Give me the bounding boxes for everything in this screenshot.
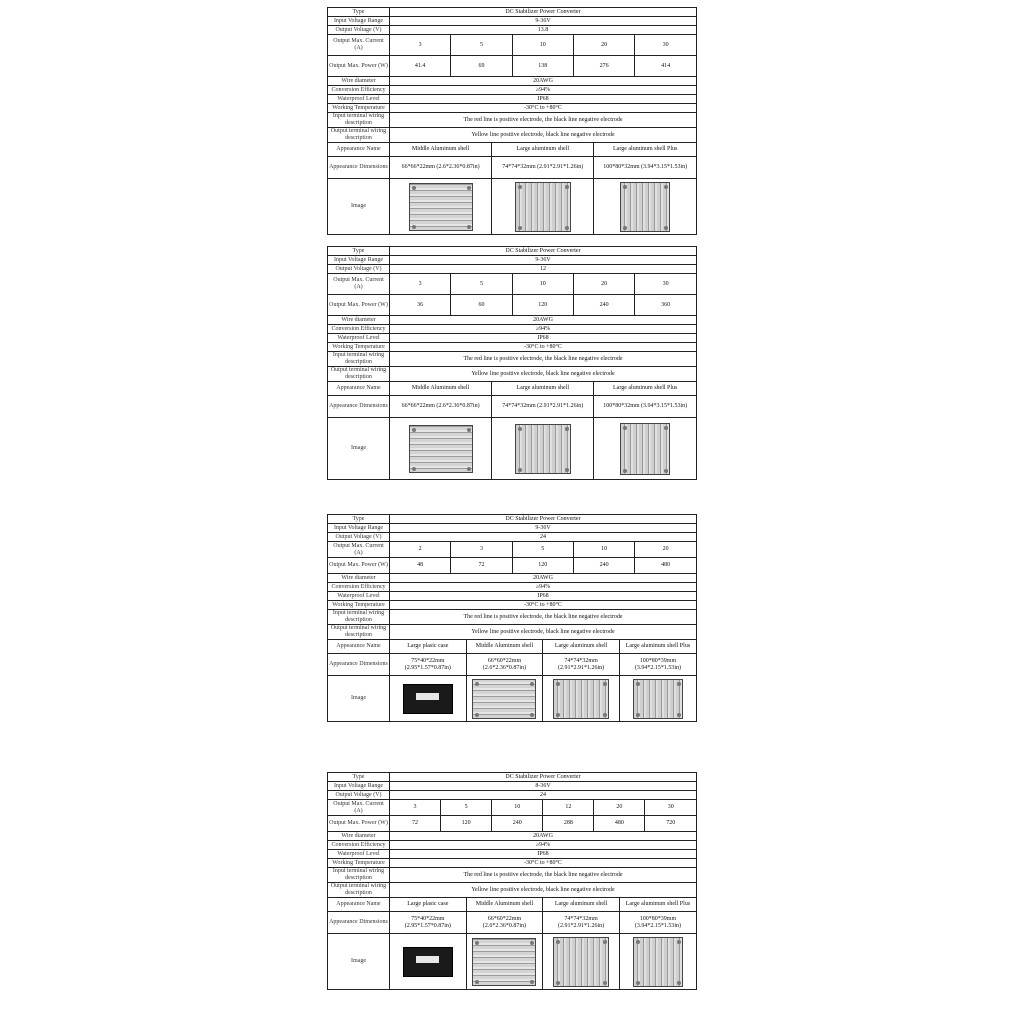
- product-image-cell: [619, 934, 696, 990]
- product-image-cell: [390, 179, 492, 235]
- output-power-value: 138: [512, 56, 573, 77]
- row-label-output-power: Output Max. Power (W): [328, 558, 390, 574]
- input-wiring-value: The red line is positive electrode, the black line negative electrode: [390, 352, 697, 367]
- appearance-dims-value: 66*66*22mm (2.6*2.36*0.87in): [390, 396, 492, 418]
- row-label-input-voltage: Input Voltage Range: [328, 256, 390, 265]
- output-power-value: 288: [543, 816, 594, 832]
- row-label-wire-diameter: Wire diameter: [328, 832, 390, 841]
- aluminum-shell-plus-icon: [633, 937, 683, 987]
- output-power-value: 72: [390, 816, 441, 832]
- row-label-input-wiring: Input terminal wiring description: [328, 868, 390, 883]
- spec-table-1: [327, 7, 697, 235]
- output-power-value: 120: [512, 558, 573, 574]
- efficiency-value: ≥94%: [390, 325, 697, 334]
- row-label-efficiency: Conversion Efficiency: [328, 841, 390, 850]
- wire-diameter-value: 20AWG: [390, 832, 697, 841]
- output-voltage-value: 24: [390, 533, 697, 542]
- output-voltage-value: 24: [390, 791, 697, 800]
- output-power-value: 240: [573, 295, 634, 316]
- appearance-name-value: Large aluminum shell: [492, 382, 594, 396]
- row-label-temperature: Working Temperature: [328, 601, 390, 610]
- product-title: DC Stabilizer Power Converter: [390, 515, 697, 524]
- output-power-value: 480: [594, 816, 645, 832]
- row-label-input-wiring: Input terminal wiring description: [328, 352, 390, 367]
- row-label-output-current: Output Max. Current (A): [328, 542, 390, 558]
- row-label-output-power: Output Max. Power (W): [328, 56, 390, 77]
- spec-table-4: [327, 772, 697, 990]
- appearance-dims-value: 74*74*32mm (2.91*2.91*1.26in): [543, 654, 620, 676]
- temperature-value: -30°C to +80°C: [390, 859, 697, 868]
- row-label-appearance-name: Appearance Name: [328, 640, 390, 654]
- output-current-value: 12: [543, 800, 594, 816]
- output-power-value: 480: [635, 558, 697, 574]
- output-current-value: 20: [594, 800, 645, 816]
- plastic-case-icon: [403, 684, 453, 714]
- row-label-type: Type: [328, 515, 390, 524]
- efficiency-value: ≥94%: [390, 841, 697, 850]
- output-wiring-value: Yellow line positive electrode, black line negative electrode: [390, 883, 697, 898]
- row-label-temperature: Working Temperature: [328, 859, 390, 868]
- waterproof-value: IP68: [390, 850, 697, 859]
- plastic-case-icon: [403, 947, 453, 977]
- product-image-cell: [466, 934, 543, 990]
- aluminum-shell-large-icon: [515, 424, 571, 474]
- output-current-value: 3: [451, 542, 512, 558]
- output-current-value: 5: [451, 274, 512, 295]
- product-title: DC Stabilizer Power Converter: [390, 247, 697, 256]
- temperature-value: -30°C to +80°C: [390, 601, 697, 610]
- appearance-name-value: Large aluminum shell Plus: [619, 898, 696, 912]
- efficiency-value: ≥94%: [390, 583, 697, 592]
- row-label-efficiency: Conversion Efficiency: [328, 325, 390, 334]
- input-voltage-value: 9-36V: [390, 256, 697, 265]
- output-power-value: 414: [635, 56, 697, 77]
- output-wiring-value: Yellow line positive electrode, black line negative electrode: [390, 128, 697, 143]
- output-current-value: 10: [492, 800, 543, 816]
- row-label-temperature: Working Temperature: [328, 343, 390, 352]
- row-label-appearance-name: Appearance Name: [328, 382, 390, 396]
- aluminum-shell-plus-icon: [620, 423, 670, 475]
- output-current-value: 3: [390, 35, 451, 56]
- appearance-name-value: Middle Aluminum shell: [390, 382, 492, 396]
- row-label-appearance-name: Appearance Name: [328, 898, 390, 912]
- row-label-output-power: Output Max. Power (W): [328, 295, 390, 316]
- aluminum-shell-plus-icon: [633, 679, 683, 719]
- row-label-image: Image: [328, 179, 390, 235]
- wire-diameter-value: 20AWG: [390, 574, 697, 583]
- output-power-value: 240: [573, 558, 634, 574]
- appearance-dims-value: 100*80*39mm (3.94*2.15*1.53in): [619, 654, 696, 676]
- appearance-name-value: Middle Aluminum shell: [466, 640, 543, 654]
- appearance-name-value: Large plasic case: [390, 640, 467, 654]
- input-voltage-value: 9-36V: [390, 524, 697, 533]
- output-wiring-value: Yellow line positive electrode, black line negative electrode: [390, 625, 697, 640]
- row-label-output-voltage: Output Voltage (V): [328, 791, 390, 800]
- output-current-value: 10: [512, 35, 573, 56]
- row-label-output-voltage: Output Voltage (V): [328, 26, 390, 35]
- input-voltage-value: 8-36V: [390, 782, 697, 791]
- appearance-dims-value: 66*60*22mm (2.6*2.36*0.87in): [466, 654, 543, 676]
- output-power-value: 69: [451, 56, 512, 77]
- appearance-dims-value: 74*74*32mm (2.91*2.91*1.26in): [492, 157, 594, 179]
- product-image-cell: [492, 179, 594, 235]
- output-power-value: 120: [512, 295, 573, 316]
- output-current-value: 5: [512, 542, 573, 558]
- aluminum-shell-medium-icon: [409, 183, 473, 231]
- appearance-dims-value: 74*74*32mm (2.91*2.91*1.26in): [492, 396, 594, 418]
- row-label-efficiency: Conversion Efficiency: [328, 86, 390, 95]
- product-title: DC Stabilizer Power Converter: [390, 773, 697, 782]
- row-label-input-voltage: Input Voltage Range: [328, 782, 390, 791]
- row-label-appearance-dims: Appearance Dimensions: [328, 654, 390, 676]
- input-wiring-value: The red line is positive electrode, the black line negative electrode: [390, 610, 697, 625]
- output-current-value: 5: [441, 800, 492, 816]
- temperature-value: -30°C to +80°C: [390, 343, 697, 352]
- appearance-dims-value: 75*40*22mm (2.95*1.57*0.87in): [390, 654, 467, 676]
- product-image-cell: [543, 676, 620, 722]
- output-current-value: 30: [635, 274, 697, 295]
- output-current-value: 20: [573, 274, 634, 295]
- output-power-value: 36: [390, 295, 451, 316]
- appearance-dims-value: 100*80*32mm (3.94*3.15*1.53in): [594, 396, 697, 418]
- aluminum-shell-medium-icon: [472, 938, 536, 986]
- output-current-value: 2: [390, 542, 451, 558]
- appearance-name-value: Large aluminum shell Plus: [619, 640, 696, 654]
- row-label-input-voltage: Input Voltage Range: [328, 524, 390, 533]
- row-label-output-wiring: Output terminal wiring description: [328, 883, 390, 898]
- appearance-dims-value: 100*80*32mm (3.94*3.15*1.53in): [594, 157, 697, 179]
- row-label-appearance-dims: Appearance Dimensions: [328, 396, 390, 418]
- row-label-appearance-dims: Appearance Dimensions: [328, 157, 390, 179]
- aluminum-shell-medium-icon: [409, 425, 473, 473]
- efficiency-value: ≥94%: [390, 86, 697, 95]
- output-current-value: 10: [512, 274, 573, 295]
- appearance-name-value: Middle Aluminum shell: [466, 898, 543, 912]
- product-image-cell: [390, 418, 492, 480]
- row-label-output-current: Output Max. Current (A): [328, 35, 390, 56]
- wire-diameter-value: 20AWG: [390, 316, 697, 325]
- spec-table-3: [327, 514, 697, 722]
- row-label-efficiency: Conversion Efficiency: [328, 583, 390, 592]
- row-label-output-current: Output Max. Current (A): [328, 274, 390, 295]
- row-label-output-wiring: Output terminal wiring description: [328, 128, 390, 143]
- output-power-value: 240: [492, 816, 543, 832]
- appearance-dims-value: 74*74*32mm (2.91*2.91*1.26in): [543, 912, 620, 934]
- output-current-value: 20: [635, 542, 697, 558]
- row-label-output-power: Output Max. Power (W): [328, 816, 390, 832]
- aluminum-shell-plus-icon: [620, 182, 670, 232]
- row-label-image: Image: [328, 676, 390, 722]
- waterproof-value: IP68: [390, 592, 697, 601]
- appearance-name-value: Large aluminum shell: [492, 143, 594, 157]
- output-wiring-value: Yellow line positive electrode, black line negative electrode: [390, 367, 697, 382]
- aluminum-shell-large-icon: [553, 937, 609, 987]
- appearance-name-value: Large aluminum shell: [543, 640, 620, 654]
- appearance-dims-value: 75*40*22mm (2.95*1.57*0.87in): [390, 912, 467, 934]
- product-image-cell: [619, 676, 696, 722]
- row-label-wire-diameter: Wire diameter: [328, 574, 390, 583]
- waterproof-value: IP68: [390, 95, 697, 104]
- row-label-type: Type: [328, 8, 390, 17]
- product-image-cell: [466, 676, 543, 722]
- wire-diameter-value: 20AWG: [390, 77, 697, 86]
- appearance-name-value: Large aluminum shell Plus: [594, 143, 697, 157]
- product-title: DC Stabilizer Power Converter: [390, 8, 697, 17]
- output-power-value: 720: [645, 816, 697, 832]
- appearance-dims-value: 100*80*39mm (3.94*2.15*1.53in): [619, 912, 696, 934]
- output-power-value: 60: [451, 295, 512, 316]
- output-power-value: 276: [573, 56, 634, 77]
- row-label-output-voltage: Output Voltage (V): [328, 533, 390, 542]
- product-image-cell: [594, 418, 697, 480]
- row-label-type: Type: [328, 773, 390, 782]
- input-wiring-value: The red line is positive electrode, the black line negative electrode: [390, 868, 697, 883]
- row-label-waterproof: Waterproof Level: [328, 334, 390, 343]
- output-power-value: 72: [451, 558, 512, 574]
- product-image-cell: [390, 676, 467, 722]
- row-label-waterproof: Waterproof Level: [328, 850, 390, 859]
- row-label-output-current: Output Max. Current (A): [328, 800, 390, 816]
- row-label-image: Image: [328, 934, 390, 990]
- row-label-input-wiring: Input terminal wiring description: [328, 113, 390, 128]
- row-label-output-voltage: Output Voltage (V): [328, 265, 390, 274]
- row-label-appearance-name: Appearance Name: [328, 143, 390, 157]
- output-current-value: 20: [573, 35, 634, 56]
- row-label-type: Type: [328, 247, 390, 256]
- row-label-output-wiring: Output terminal wiring description: [328, 625, 390, 640]
- input-voltage-value: 9-36V: [390, 17, 697, 26]
- row-label-input-voltage: Input Voltage Range: [328, 17, 390, 26]
- product-image-cell: [543, 934, 620, 990]
- product-image-cell: [594, 179, 697, 235]
- appearance-name-value: Large plasic case: [390, 898, 467, 912]
- output-power-value: 41.4: [390, 56, 451, 77]
- row-label-input-wiring: Input terminal wiring description: [328, 610, 390, 625]
- input-wiring-value: The red line is positive electrode, the black line negative electrode: [390, 113, 697, 128]
- output-current-value: 30: [645, 800, 697, 816]
- waterproof-value: IP68: [390, 334, 697, 343]
- temperature-value: -30°C to +80°C: [390, 104, 697, 113]
- output-current-value: 5: [451, 35, 512, 56]
- aluminum-shell-medium-icon: [472, 679, 536, 719]
- output-power-value: 120: [441, 816, 492, 832]
- appearance-name-value: Large aluminum shell: [543, 898, 620, 912]
- spec-table-2: [327, 246, 697, 480]
- row-label-waterproof: Waterproof Level: [328, 592, 390, 601]
- appearance-name-value: Large aluminum shell Plus: [594, 382, 697, 396]
- output-current-value: 10: [573, 542, 634, 558]
- output-current-value: 3: [390, 800, 441, 816]
- appearance-dims-value: 66*66*22mm (2.6*2.36*0.87in): [390, 157, 492, 179]
- output-voltage-value: 12: [390, 265, 697, 274]
- output-power-value: 360: [635, 295, 697, 316]
- output-power-value: 48: [390, 558, 451, 574]
- aluminum-shell-large-icon: [553, 679, 609, 719]
- product-image-cell: [390, 934, 467, 990]
- output-current-value: 3: [390, 274, 451, 295]
- row-label-wire-diameter: Wire diameter: [328, 316, 390, 325]
- row-label-wire-diameter: Wire diameter: [328, 77, 390, 86]
- output-voltage-value: 13.8: [390, 26, 697, 35]
- row-label-output-wiring: Output terminal wiring description: [328, 367, 390, 382]
- row-label-image: Image: [328, 418, 390, 480]
- output-current-value: 30: [635, 35, 697, 56]
- appearance-name-value: Middle Aluminum shell: [390, 143, 492, 157]
- product-image-cell: [492, 418, 594, 480]
- appearance-dims-value: 66*60*22mm (2.6*2.36*0.87in): [466, 912, 543, 934]
- row-label-temperature: Working Temperature: [328, 104, 390, 113]
- row-label-appearance-dims: Appearance Dimensions: [328, 912, 390, 934]
- aluminum-shell-large-icon: [515, 182, 571, 232]
- row-label-waterproof: Waterproof Level: [328, 95, 390, 104]
